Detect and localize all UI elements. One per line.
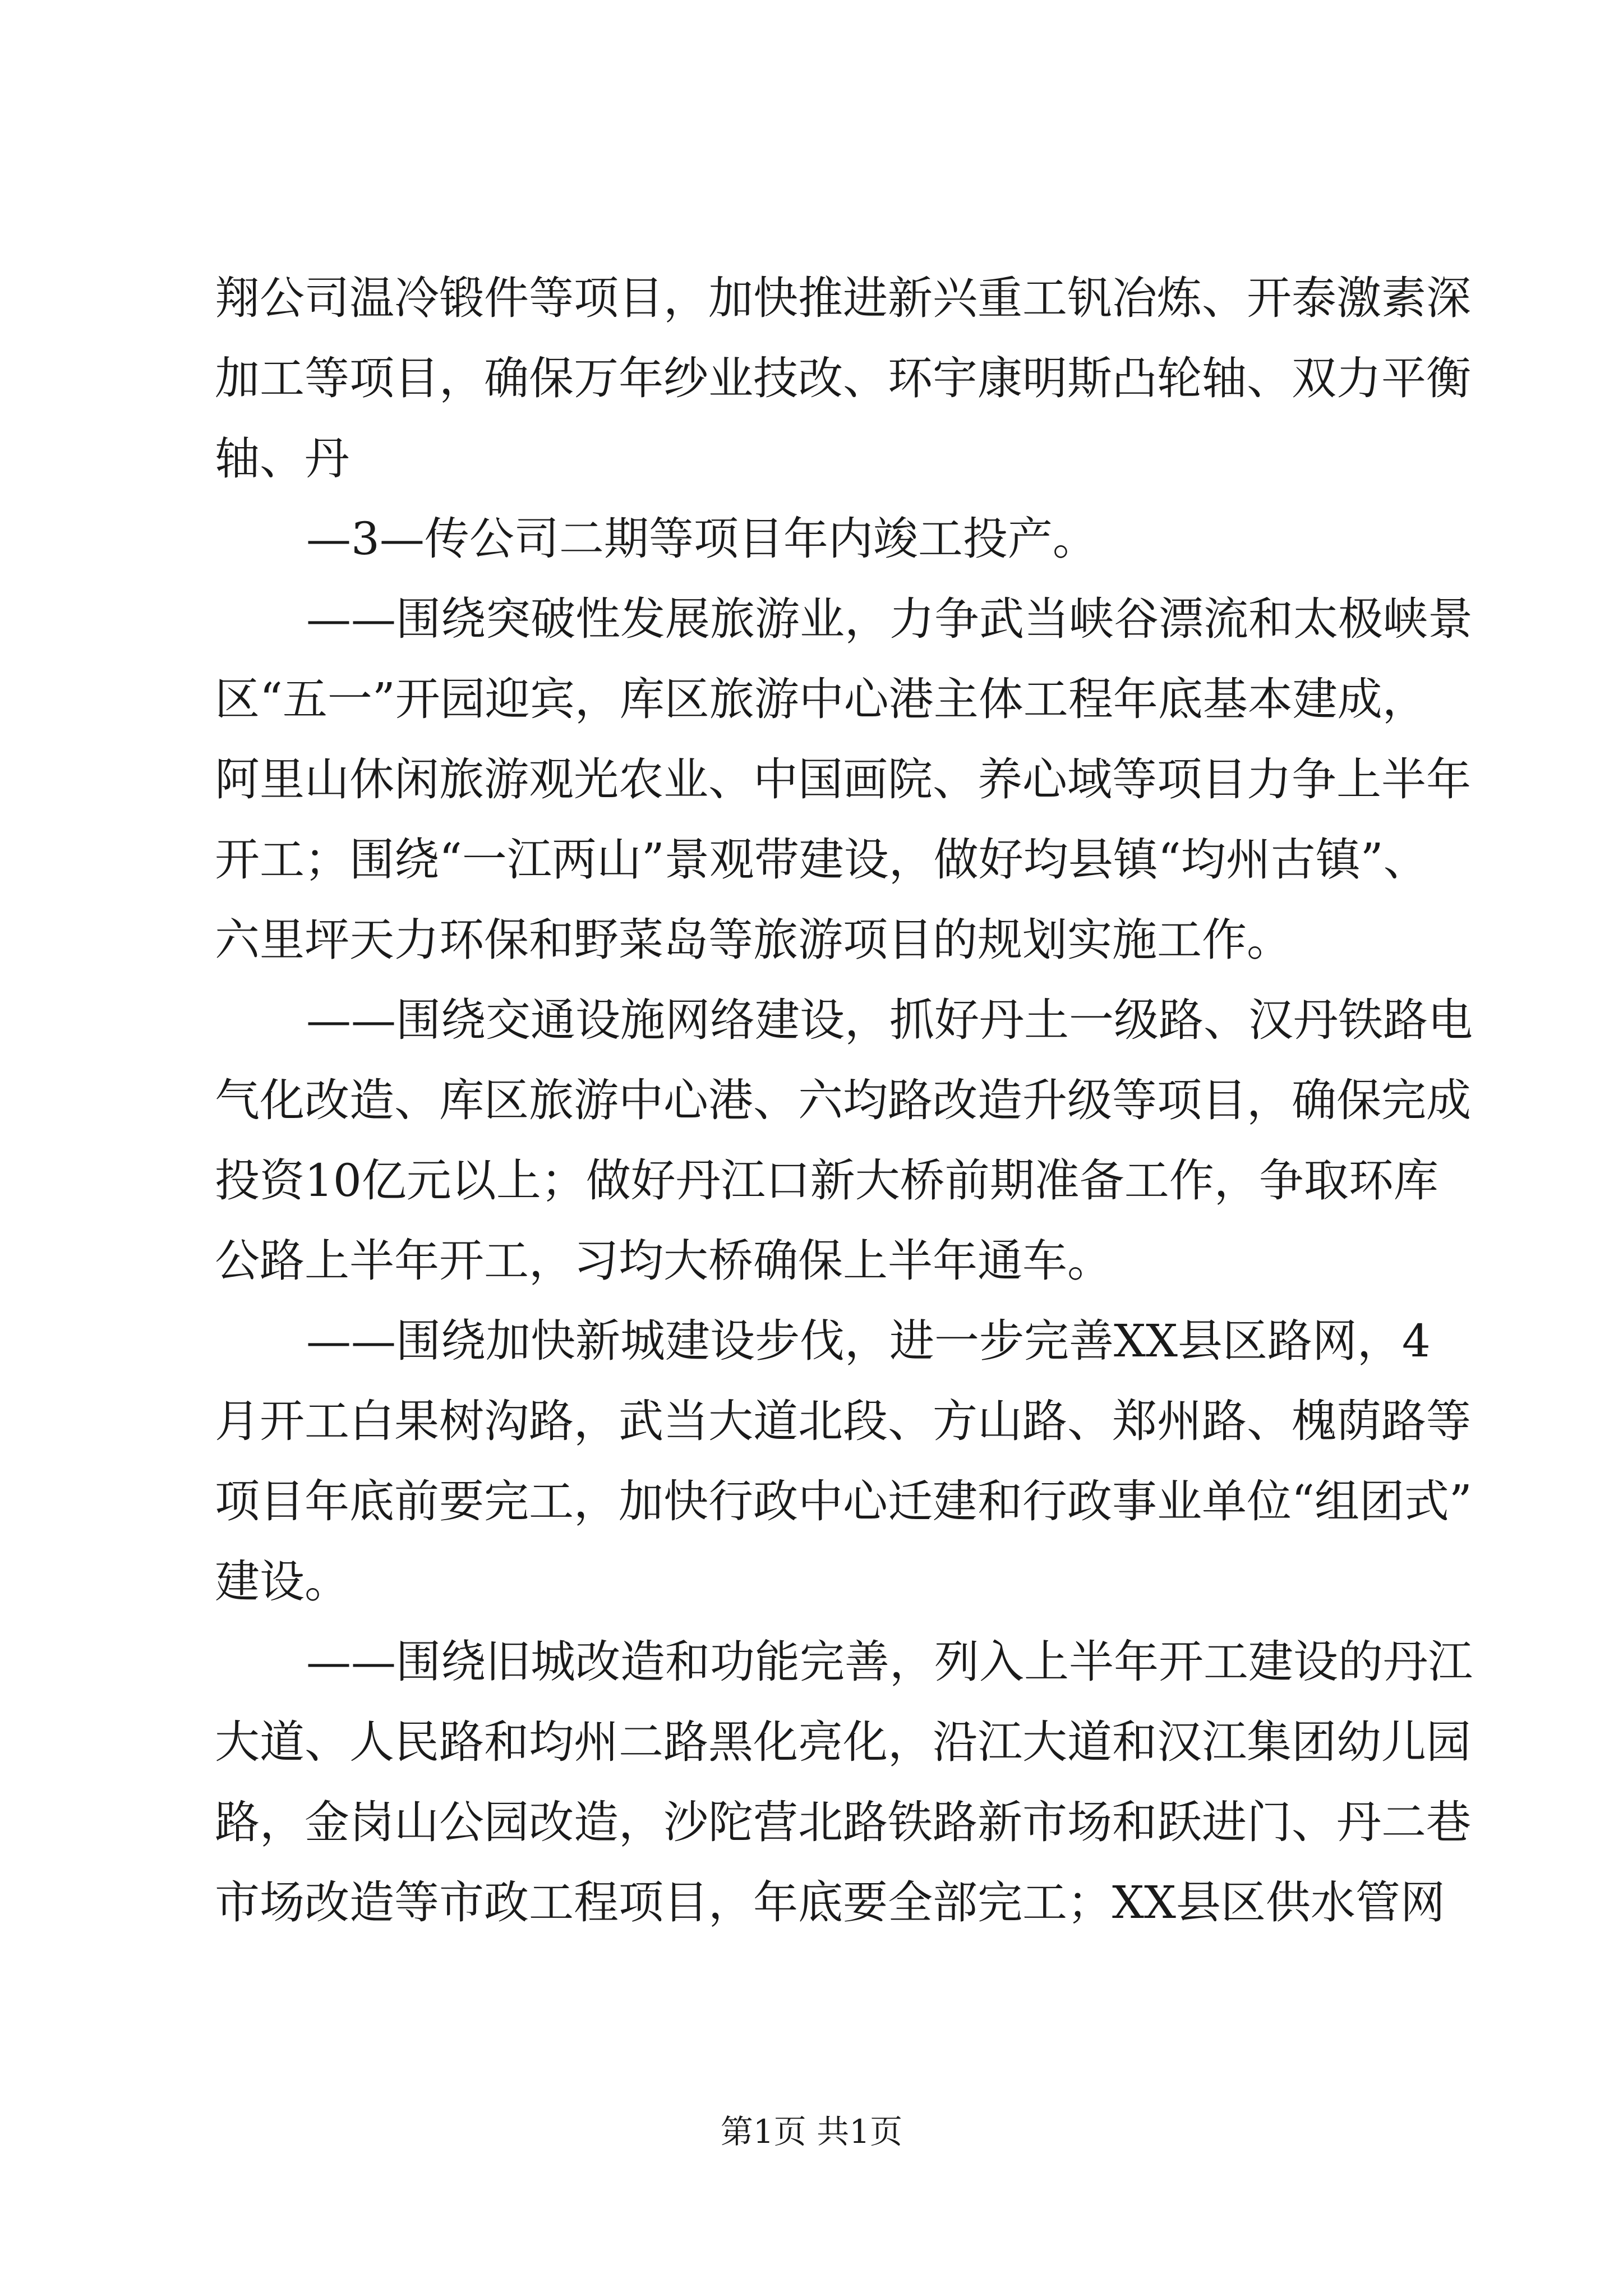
text-line: 气化改造、库区旅游中心港、六均路改造升级等项目，确保完成: [215, 1074, 1471, 1126]
document-body: [215, 258, 1473, 1943]
text-line: 六里坪天力环保和野菜岛等旅游项目的规划实施工作。: [215, 914, 1292, 966]
text-line: 路，金岗山公园改造，沙陀营北路铁路新市场和跃进门、丹二巷: [215, 1796, 1471, 1848]
text-line: 建设。: [215, 1556, 349, 1608]
text-line: 轴、丹: [215, 432, 349, 485]
text-line: ——围绕交通设施网络建设，抓好丹土一级路、汉丹铁路电: [306, 994, 1473, 1046]
text-line: ——围绕加快新城建设步伐，进一步完善XX县区路网，4: [306, 1315, 1431, 1367]
text-line: 市场改造等市政工程项目，年底要全部完工；XX县区供水管网: [215, 1876, 1445, 1929]
text-line: 开工；围绕“一江两山”景观带建设，做好均县镇“均州古镇”、: [215, 834, 1428, 886]
text-line: 大道、人民路和均州二路黑化亮化，沿江大道和汉江集团幼儿园: [215, 1716, 1471, 1768]
text-line: —3—传公司二期等项目年内竣工投产。: [306, 513, 1098, 565]
text-line: 项目年底前要完工，加快行政中心迁建和行政事业单位“组团式”: [215, 1475, 1472, 1527]
page-footer: 第1页 共1页: [720, 2113, 903, 2151]
text-line: 区“五一”开园迎宾，库区旅游中心港主体工程年底基本建成，: [215, 673, 1427, 725]
text-line: 公路上半年开工，习均大桥确保上半年通车。: [215, 1235, 1112, 1287]
text-line: 翔公司温冷锻件等项目，加快推进新兴重工钒冶炼、开泰激素深: [215, 272, 1471, 324]
text-line: 月开工白果树沟路，武当大道北段、方山路、郑州路、槐荫路等: [215, 1395, 1471, 1447]
text-line: 阿里山休闲旅游观光农业、中国画院、养心域等项目力争上半年: [215, 753, 1471, 806]
text-line: 加工等项目，确保万年纱业技改、环宇康明斯凸轮轴、双力平衡: [215, 352, 1471, 404]
text-line: ——围绕旧城改造和功能完善，列入上半年开工建设的丹江: [306, 1636, 1473, 1688]
text-line: ——围绕突破性发展旅游业，力争武当峡谷漂流和太极峡景: [306, 593, 1473, 645]
text-line: 投资10亿元以上；做好丹江口新大桥前期准备工作，争取环库: [215, 1154, 1438, 1207]
